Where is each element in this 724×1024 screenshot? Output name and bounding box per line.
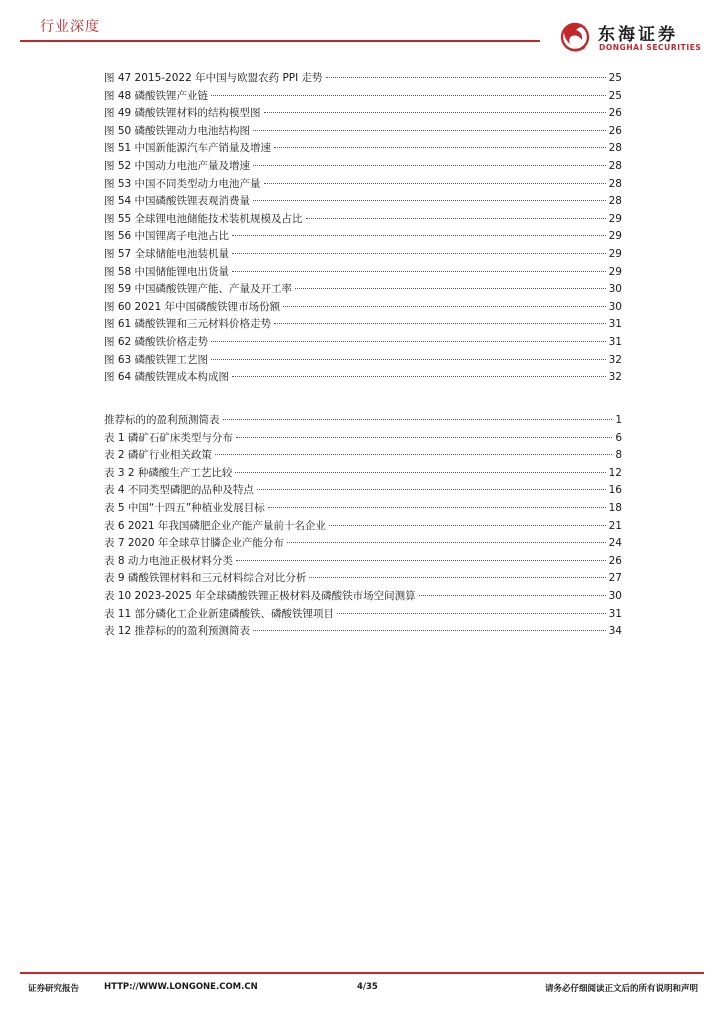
dot-leader xyxy=(264,112,606,113)
toc-entry-page: 24 xyxy=(608,537,622,550)
toc-entry-page: 30 xyxy=(608,283,622,296)
toc-entry-page: 1 xyxy=(615,414,622,426)
dot-leader xyxy=(232,271,606,272)
figure-toc-entry[interactable] xyxy=(104,228,622,246)
dot-leader xyxy=(211,341,606,342)
toc-entry-label: 表 5 中国“十四五”种植业发展目标 xyxy=(104,501,265,514)
dot-leader xyxy=(264,183,606,184)
brand-name-cn: 东海证券 xyxy=(598,25,678,45)
dot-leader xyxy=(253,165,606,166)
toc-entry-page: 12 xyxy=(608,466,622,479)
dot-leader xyxy=(257,489,606,490)
toc-entry-label: 表 10 2023-2025 年全球磷酸铁锂正极材料及磷酸铁市场空间测算 xyxy=(104,589,416,602)
figure-toc-entry[interactable] xyxy=(104,88,622,106)
report-type: 证券研究报告 xyxy=(28,984,80,994)
toc-entry-label: 图 62 磷酸铁价格走势 xyxy=(104,335,209,348)
table-toc-entry[interactable] xyxy=(104,465,622,483)
table-toc-entry[interactable] xyxy=(104,412,622,430)
dot-leader xyxy=(419,595,606,596)
toc-entry-page: 28 xyxy=(608,195,622,208)
dot-leader xyxy=(283,306,606,307)
toc-entry-page: 27 xyxy=(608,572,622,585)
toc-entry-page: 16 xyxy=(608,484,622,497)
dot-leader xyxy=(253,200,606,201)
figure-toc-entry[interactable] xyxy=(104,281,622,299)
dragon-logo-icon xyxy=(556,18,594,56)
dot-leader xyxy=(309,577,605,578)
dot-leader xyxy=(268,507,606,508)
toc-entry-label: 图 52 中国动力电池产量及增速 xyxy=(104,159,251,172)
dot-leader xyxy=(253,130,606,131)
figure-toc-entry[interactable] xyxy=(104,264,622,282)
toc-entry-label: 推荐标的的盈利预测简表 xyxy=(104,414,220,426)
dot-leader xyxy=(211,359,606,360)
dot-leader xyxy=(326,77,606,78)
toc-entry-label: 图 59 中国磷酸铁锂产能、产量及开工率 xyxy=(104,283,293,296)
table-toc-entry[interactable] xyxy=(104,606,622,624)
figure-toc-entry[interactable] xyxy=(104,193,622,211)
figure-toc-entry[interactable] xyxy=(104,369,622,387)
toc-entry-label: 图 50 磷酸铁锂动力电池结构图 xyxy=(104,124,251,137)
figure-toc-entry[interactable] xyxy=(104,299,622,317)
table-toc-entry[interactable] xyxy=(104,588,622,606)
dot-leader xyxy=(337,613,606,614)
toc-entry-page: 31 xyxy=(608,335,622,348)
toc-entry-label: 图 58 中国储能锂电出货量 xyxy=(104,265,230,278)
brand-logo xyxy=(556,18,706,58)
toc-entry-page: 29 xyxy=(608,265,622,278)
toc-entry-label: 表 9 磷酸铁锂材料和三元材料综合对比分析 xyxy=(104,572,307,585)
toc-entry-page: 28 xyxy=(608,159,622,172)
dot-leader xyxy=(235,472,605,473)
footer-divider xyxy=(20,972,704,974)
table-toc-entry[interactable] xyxy=(104,430,622,448)
toc-entry-page: 25 xyxy=(608,89,622,102)
dot-leader xyxy=(329,525,606,526)
dot-leader xyxy=(274,323,606,324)
figure-toc-entry[interactable] xyxy=(104,140,622,158)
section-label: 行业深度 xyxy=(40,19,100,35)
dot-leader xyxy=(287,542,606,543)
page-indicator: 4/35 xyxy=(357,982,378,992)
figure-toc-entry[interactable] xyxy=(104,158,622,176)
dot-leader xyxy=(236,437,612,438)
dot-leader xyxy=(295,288,606,289)
disclaimer: 请务必仔细阅读正文后的所有说明和声明 xyxy=(544,984,698,994)
toc-entry-page: 32 xyxy=(608,371,622,384)
figure-toc-entry[interactable] xyxy=(104,211,622,229)
toc-entry-page: 34 xyxy=(608,625,622,638)
dot-leader xyxy=(211,95,606,96)
table-toc-entry[interactable] xyxy=(104,535,622,553)
toc-entry-label: 图 61 磷酸铁锂和三元材料价格走势 xyxy=(104,318,272,331)
dot-leader xyxy=(236,560,606,561)
toc-entry-page: 32 xyxy=(608,353,622,366)
toc-entry-label: 图 48 磷酸铁锂产业链 xyxy=(104,89,209,102)
toc-entry-page: 29 xyxy=(608,247,622,260)
toc-entry-page: 28 xyxy=(608,142,622,155)
figure-toc-entry[interactable] xyxy=(104,123,622,141)
table-toc-entry[interactable] xyxy=(104,570,622,588)
figure-toc-entry[interactable] xyxy=(104,334,622,352)
toc-entry-page: 26 xyxy=(608,107,622,120)
toc-entry-label: 图 49 磷酸铁锂材料的结构模型图 xyxy=(104,107,261,120)
figure-toc-entry[interactable] xyxy=(104,352,622,370)
toc-entry-label: 表 12 推荐标的的盈利预测简表 xyxy=(104,625,251,638)
toc-entry-label: 表 6 2021 年我国磷肥企业产能产量前十名企业 xyxy=(104,519,326,532)
dot-leader xyxy=(232,253,606,254)
toc-entry-page: 31 xyxy=(608,318,622,331)
toc-entry-page: 8 xyxy=(615,449,622,462)
toc-entry-page: 29 xyxy=(608,212,622,225)
figure-toc-entry[interactable] xyxy=(104,70,622,88)
figure-toc-entry[interactable] xyxy=(104,316,622,334)
toc-entry-label: 图 54 中国磷酸铁锂表观消费量 xyxy=(104,195,251,208)
toc-entry-page: 28 xyxy=(608,177,622,190)
toc-entry-page: 6 xyxy=(615,431,622,444)
toc-entry-label: 表 8 动力电池正极材料分类 xyxy=(104,554,233,567)
toc-entry-page: 26 xyxy=(608,554,622,567)
toc-entry-label: 表 4 不同类型磷肥的品种及特点 xyxy=(104,484,254,497)
dot-leader xyxy=(274,147,606,148)
table-toc-entry[interactable] xyxy=(104,482,622,500)
header-divider xyxy=(20,40,540,42)
toc-entry-page: 29 xyxy=(608,230,622,243)
website-link[interactable]: HTTP://WWW.LONGONE.COM.CN xyxy=(104,982,258,992)
toc-entry-label: 图 55 全球锂电池储能技术装机规模及占比 xyxy=(104,212,303,225)
toc-entry-label: 图 63 磷酸铁锂工艺图 xyxy=(104,353,209,366)
toc-entry-label: 图 47 2015-2022 年中国与欧盟农药 PPI 走势 xyxy=(104,72,323,84)
toc-entry-page: 30 xyxy=(608,300,622,313)
dot-leader xyxy=(232,235,606,236)
toc-entry-label: 表 3 2 种磷酸生产工艺比较 xyxy=(104,466,233,479)
dot-leader xyxy=(232,376,606,377)
toc-entry-label: 图 53 中国不同类型动力电池产量 xyxy=(104,177,261,190)
toc-entry-page: 30 xyxy=(608,589,622,602)
toc-entry-label: 图 64 磷酸铁锂成本构成图 xyxy=(104,371,230,384)
toc-entry-page: 18 xyxy=(608,501,622,514)
toc-entry-page: 31 xyxy=(608,607,622,620)
dot-leader xyxy=(306,218,606,219)
toc-entry-label: 图 57 全球储能电池装机量 xyxy=(104,247,230,260)
toc-entry-label: 图 60 2021 年中国磷酸铁锂市场份额 xyxy=(104,300,281,313)
toc-entry-label: 表 7 2020 年全球草甘膦企业产能分布 xyxy=(104,537,284,550)
table-toc-entry[interactable] xyxy=(104,623,622,641)
dot-leader xyxy=(215,454,612,455)
dot-leader xyxy=(253,630,606,631)
figure-list xyxy=(104,70,622,387)
table-toc-entry[interactable] xyxy=(104,518,622,536)
dot-leader xyxy=(223,419,613,420)
toc-entry-label: 图 56 中国锂离子电池占比 xyxy=(104,230,230,243)
toc-entry-label: 表 1 磷矿石矿床类型与分布 xyxy=(104,431,233,444)
figure-toc-entry[interactable] xyxy=(104,176,622,194)
table-toc-entry[interactable] xyxy=(104,553,622,571)
figure-toc-entry[interactable] xyxy=(104,105,622,123)
table-toc-entry[interactable] xyxy=(104,447,622,465)
toc-entry-label: 表 11 部分磷化工企业新建磷酸铁、磷酸铁锂项目 xyxy=(104,607,335,620)
brand-name-en: DONGHAI SECURITIES xyxy=(599,43,702,52)
toc-entry-page: 21 xyxy=(608,519,622,532)
toc-entry-label: 图 51 中国新能源汽车产销量及增速 xyxy=(104,142,272,155)
figure-toc-entry[interactable] xyxy=(104,246,622,264)
toc-entry-page: 26 xyxy=(608,124,622,137)
table-list xyxy=(104,412,622,641)
toc-entry-page: 25 xyxy=(608,72,622,84)
toc-entry-label: 表 2 磷矿行业相关政策 xyxy=(104,449,212,462)
table-toc-entry[interactable] xyxy=(104,500,622,518)
